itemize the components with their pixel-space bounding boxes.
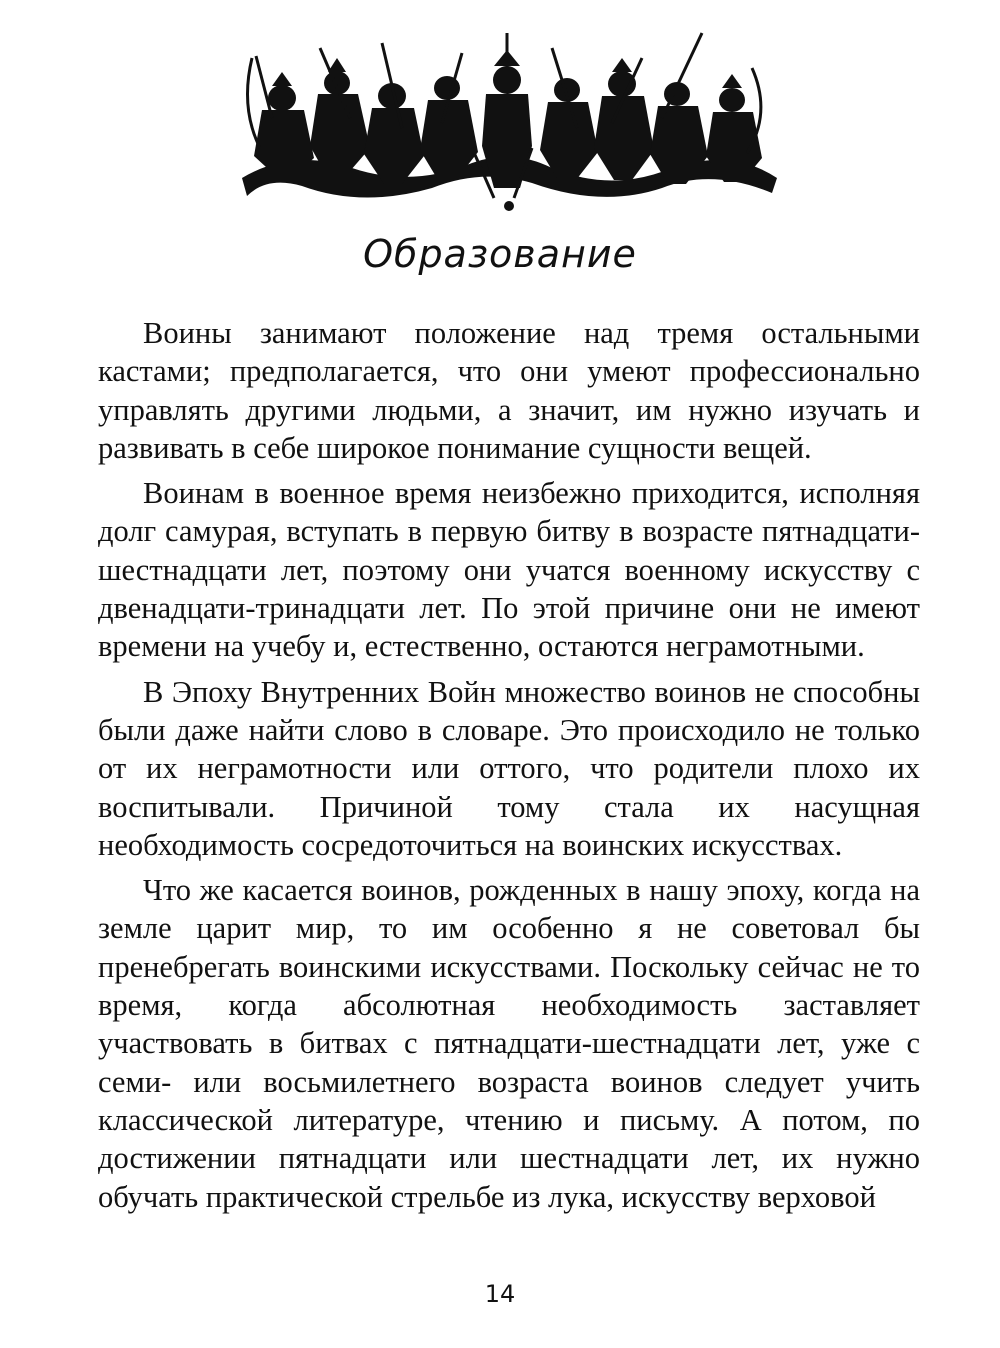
page-number: 14 bbox=[484, 1280, 516, 1308]
paragraph-3: В Эпоху Внутренних Войн множество воинов не способны были даже найти слово в словаре. Это происходило не только от их неграмотности или оттого, что родители плохо их воспитывали. Причиной тому стала их насущная необходимость сосредоточиться на воинских искусствах. bbox=[98, 674, 920, 862]
chapter-title: Образование bbox=[363, 232, 637, 276]
paragraph-1: Воины занимают положение над тремя остальными кастами; предполагается, что они умеют профессионально управлять другими людьми, а значит, им нужно изучать и развивать в себе широкое понимание сущности вещей. bbox=[98, 316, 920, 465]
body-text bbox=[98, 314, 920, 1223]
samurai-warriors-illustration bbox=[232, 28, 782, 218]
paragraph-2: Воинам в военное время неизбежно приходится, исполняя долг самурая, вступать в первую битву в возрасте пятнадцати-шестнадцати лет, поэтому они учатся военному искусству с двенадцати-тринадцати лет. По этой причине они не имеют времени на учебу и, естественно, остаются неграмотными. bbox=[98, 476, 920, 664]
paragraph-4: Что же касается воинов, рожденных в нашу эпоху, когда на земле царит мир, то им особенно я не советовал бы пренебрегать воинскими искусствами. Поскольку сейчас не то время, когда абсолютная необходимость заставляет участвовать в битвах с пятнадцати-шестнадцати лет, уже с семи- или восьмилетнего возраста воинов следует учить классической литературе, чтению и письму. А потом, по достижении пятнадцати или шестнадцати лет, их нужно обучать практической стрельбе из лука, искусству верховой bbox=[98, 873, 920, 1214]
